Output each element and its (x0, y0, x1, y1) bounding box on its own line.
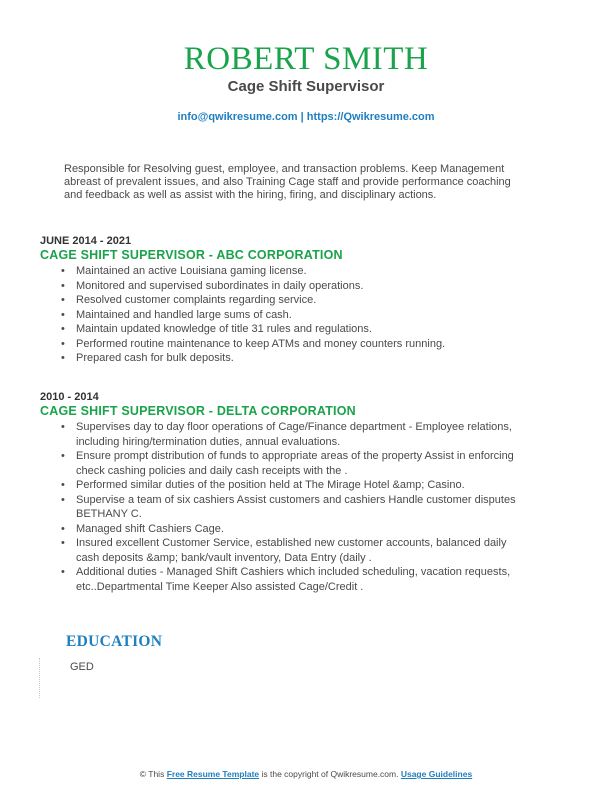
email-link[interactable]: info@qwikresume.com (177, 111, 298, 123)
footer (0, 769, 612, 779)
education-heading: EDUCATION (66, 633, 163, 650)
job-bullet: • Resolved customer complaints regarding service. (76, 293, 530, 308)
contact-line (0, 111, 612, 123)
contact-separator: | (297, 111, 307, 123)
job-dates: JUNE 2014 - 2021 (40, 235, 132, 247)
candidate-title: Cage Shift Supervisor (227, 78, 385, 95)
job-bullet: • Performed routine maintenance to keep ATMs and money counters running. (76, 337, 530, 352)
candidate-name: ROBERT SMITH (183, 41, 429, 77)
job-heading: CAGE SHIFT SUPERVISOR - ABC CORPORATION (40, 248, 343, 262)
website-link[interactable]: https://Qwikresume.com (306, 111, 435, 123)
experience-entry (40, 391, 530, 594)
job-bullet: • Supervise a team of six cashiers Assist customers and cashiers Handle customer disputes BETHANY C. (76, 493, 530, 522)
job-bullet: • Monitored and supervised subordinates in daily operations. (76, 279, 530, 294)
education-item: GED (70, 661, 94, 673)
usage-guidelines-link[interactable]: Usage Guidelines (400, 769, 473, 779)
education-divider (39, 658, 40, 698)
summary-paragraph: Responsible for Resolving guest, employee, and transaction problems. Keep Management abreast of prevalent issues, and also Training Cage staff and provide performance coaching and feedback as well as assist with the hiring, firing, and disciplinary actions. (64, 163, 511, 201)
job-bullet: • Ensure prompt distribution of funds to appropriate areas of the property Assist in enforcing check cashing policies and daily cash receipts with the . (76, 449, 530, 478)
job-bullets (40, 420, 530, 594)
job-bullet: • Managed shift Cashiers Cage. (76, 522, 530, 537)
job-bullet: • Maintain updated knowledge of title 31 rules and regulations. (76, 322, 530, 337)
job-bullet: • Performed similar duties of the position held at The Mirage Hotel &amp; Casino. (76, 478, 530, 493)
job-bullets (40, 264, 530, 366)
job-bullet: • Insured excellent Customer Service, established new customer accounts, balanced daily cash deposits &amp; bank/vault inventory, Data Entry (daily . (76, 536, 530, 565)
job-bullet: • Maintained and handled large sums of cash. (76, 308, 530, 323)
job-dates: 2010 - 2014 (40, 391, 99, 403)
job-bullet: • Maintained an active Louisiana gaming license. (76, 264, 530, 279)
experience-entry (40, 235, 530, 366)
job-bullet: • Supervises day to day floor operations of Cage/Finance department - Employee relations, including hiring/termination duties, annual evaluations. (76, 420, 530, 449)
footer-prefix: © This (139, 769, 167, 779)
job-bullet: • Prepared cash for bulk deposits. (76, 351, 530, 366)
free-resume-template-link[interactable]: Free Resume Template (166, 769, 260, 779)
job-heading: CAGE SHIFT SUPERVISOR - DELTA CORPORATION (40, 404, 356, 418)
job-bullet: • Additional duties - Managed Shift Cashiers which included scheduling, vacation requests, etc..Departmental Time Keeper Also assisted Cage/Credit . (76, 565, 530, 594)
footer-middle: is the copyright of Qwikresume.com. (259, 769, 401, 779)
